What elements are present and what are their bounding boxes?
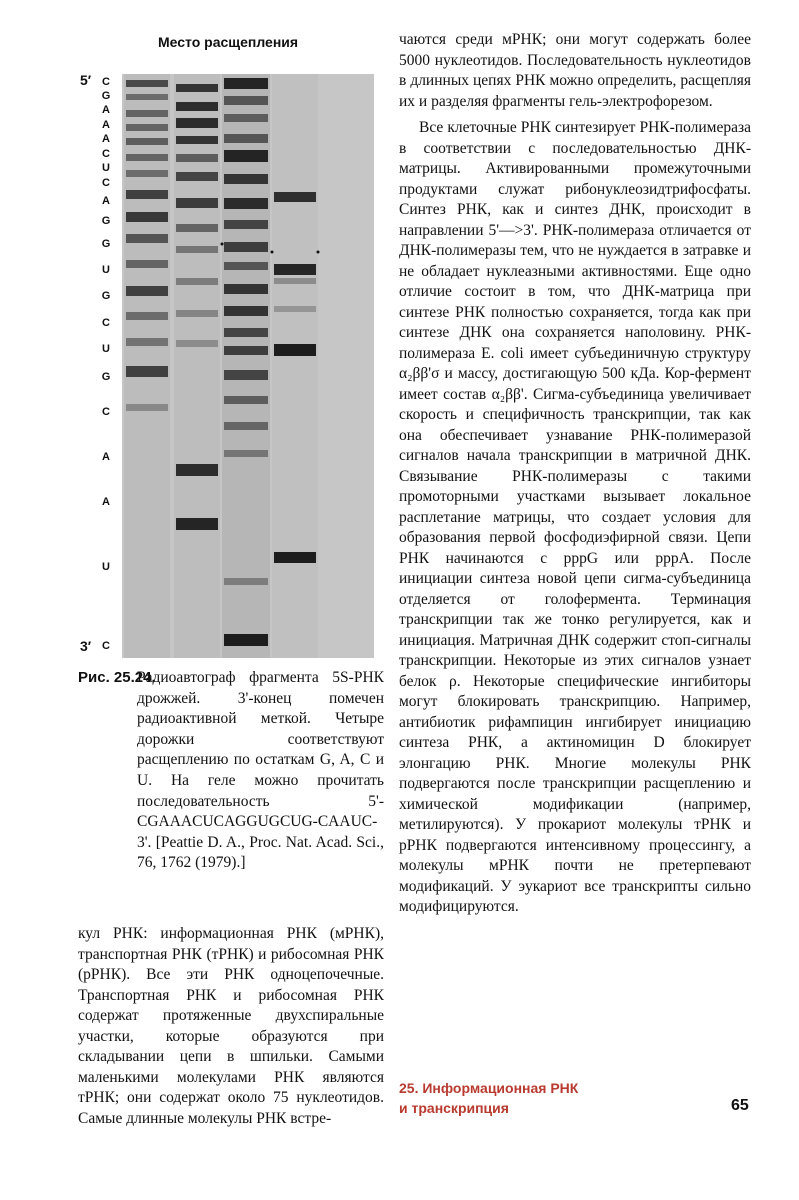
seq-base-9: A xyxy=(102,195,110,207)
page-number: 65 xyxy=(731,1097,749,1114)
seq-base-10: G xyxy=(101,215,111,227)
right-column-paragraph-2: Все клеточные РНК синтезирует РНК-полимераза в соответствии с последовательностью ДНК-матрицы. Активированными промежуточными продуктами служат рибонуклеозидтрифосфаты. Синтез РНК, как и синтез ДНК, происходит в направлении 5'—>3'. РНК-полимераза отличается от ДНК-полимеразы тем, что не нуждается в затравке и не обладает нуклеазными активностями. Еще одно отличие состоит в том, что ДНК-матрица при синтезе РНК полностью сохраняется, тогда как при синтезе ДНК она сохраняется наполовину. РНК-полимераза E. coli имеет субъединичную структуру α₂ββ'σ и массу, достигающую 500 кДа. Кор-фермент имеет состав α₂ββ'. Сигма-субъединица увеличивает скорость и специфичность транскрипции, так как она обеспечивает узнавание РНК-полимеразой сигналов начала транскрипции в матричной ДНК. Связывание РНК-полимеразы с такими промоторными участками вызывает локальное расплетание матрицы, что создает условия для образования первой фосфодиэфирной связи. Цепи РНК начинаются с pppG или pppA. После инициации синтеза новой цепи сигма-субъединица отделяется от голофермента. Терминация транскрипции так же тонко регулируется, как и инициация. Матричная ДНК содержит стоп-сигналы транскрипции. Некоторые из этих сигналов узнает белок ρ. Некоторые специфические ингибиторы могут блокировать транскрипцию. Например, антибиотик рифампицин ингибирует инициацию синтеза РНК, а актиномицин D блокирует элонгацию РНК. Многие молекулы РНК подвергаются после транскрипции расщеплению и химической модификации (например, метилируются). У прокариот молекулы тРНК и рРНК подвергаются интенсивному процессингу, а молекулы мРНК почти не претерпевают модификаций. У эукариот все транскрипты сильно модифицируются. xyxy=(399,119,751,915)
caption-label: Рис. 25.24. xyxy=(78,669,156,686)
gel-figure xyxy=(78,30,378,660)
seq-base-2: G xyxy=(101,90,111,102)
seq-base-11: G xyxy=(101,238,111,250)
seq-base-5: A xyxy=(102,133,110,145)
seq-base-6: C xyxy=(102,148,110,160)
gel-image xyxy=(122,74,374,658)
section-title-line-1: 25. Информационная РНК xyxy=(399,1080,579,1096)
three-prime-label: 3′ xyxy=(80,638,92,654)
seq-base-12: U xyxy=(102,264,110,276)
right-column-paragraph-1: чаются среди мРНК; они могут содержать более 5000 нуклеотидов. Последовательность нуклеотидов в длинных цепях РНК можно определить, расщепляя их и разделяя фрагменты гель-электрофорезом. xyxy=(399,31,751,110)
seq-base-7: U xyxy=(102,162,110,174)
gel-bands xyxy=(122,74,374,658)
sequence-labels xyxy=(94,76,118,656)
seq-base-3: A xyxy=(102,104,110,116)
seq-base-18: A xyxy=(102,451,110,463)
five-prime-label: 5′ xyxy=(80,72,92,88)
left-column xyxy=(78,924,384,1129)
seq-base-21: C xyxy=(102,640,110,652)
seq-base-20: U xyxy=(102,561,110,573)
right-column xyxy=(399,30,751,918)
seq-base-16: G xyxy=(101,371,111,383)
seq-base-17: C xyxy=(102,406,110,418)
seq-base-1: C xyxy=(102,76,110,88)
left-column-text: кул РНК: информационная РНК (мРНК), транспортная РНК (тРНК) и рибосомная РНК (рРНК). Все эти РНК одноцепочечные. Транспортная РНК и рибосомная РНК содержат протяженные двухспиральные участки, которые образуются при складывании цепи в шпильки. Самыми маленькими молекулами РНК являются тРНК; они содержат около 75 нуклеотидов. Самые длинные молекулы РНК встре- xyxy=(78,925,384,1127)
seq-base-14: C xyxy=(102,317,110,329)
caption-text: Радиоавтограф фрагмента 5S-РНК дрожжей. 3'-конец помечен радиоактивной меткой. Четыре дорожки соответствуют расщеплению по остаткам G, A, C и U. На геле можно прочитать последовательность 5'-CGAAACUCAGGUGCUG-CAAUC-3'. [Peattie D. A., Proc. Nat. Acad. Sci., 76, 1762 (1979).] xyxy=(137,669,384,872)
gel-title: Место расщепления xyxy=(158,34,299,50)
seq-base-8: C xyxy=(102,177,110,189)
seq-base-13: G xyxy=(101,290,111,302)
seq-base-19: A xyxy=(102,496,110,508)
section-title-line-2: и транскрипция xyxy=(399,1100,509,1116)
section-footer xyxy=(399,1078,578,1118)
figure-caption xyxy=(78,668,384,874)
seq-base-15: U xyxy=(102,343,110,355)
seq-base-4: A xyxy=(102,119,110,131)
